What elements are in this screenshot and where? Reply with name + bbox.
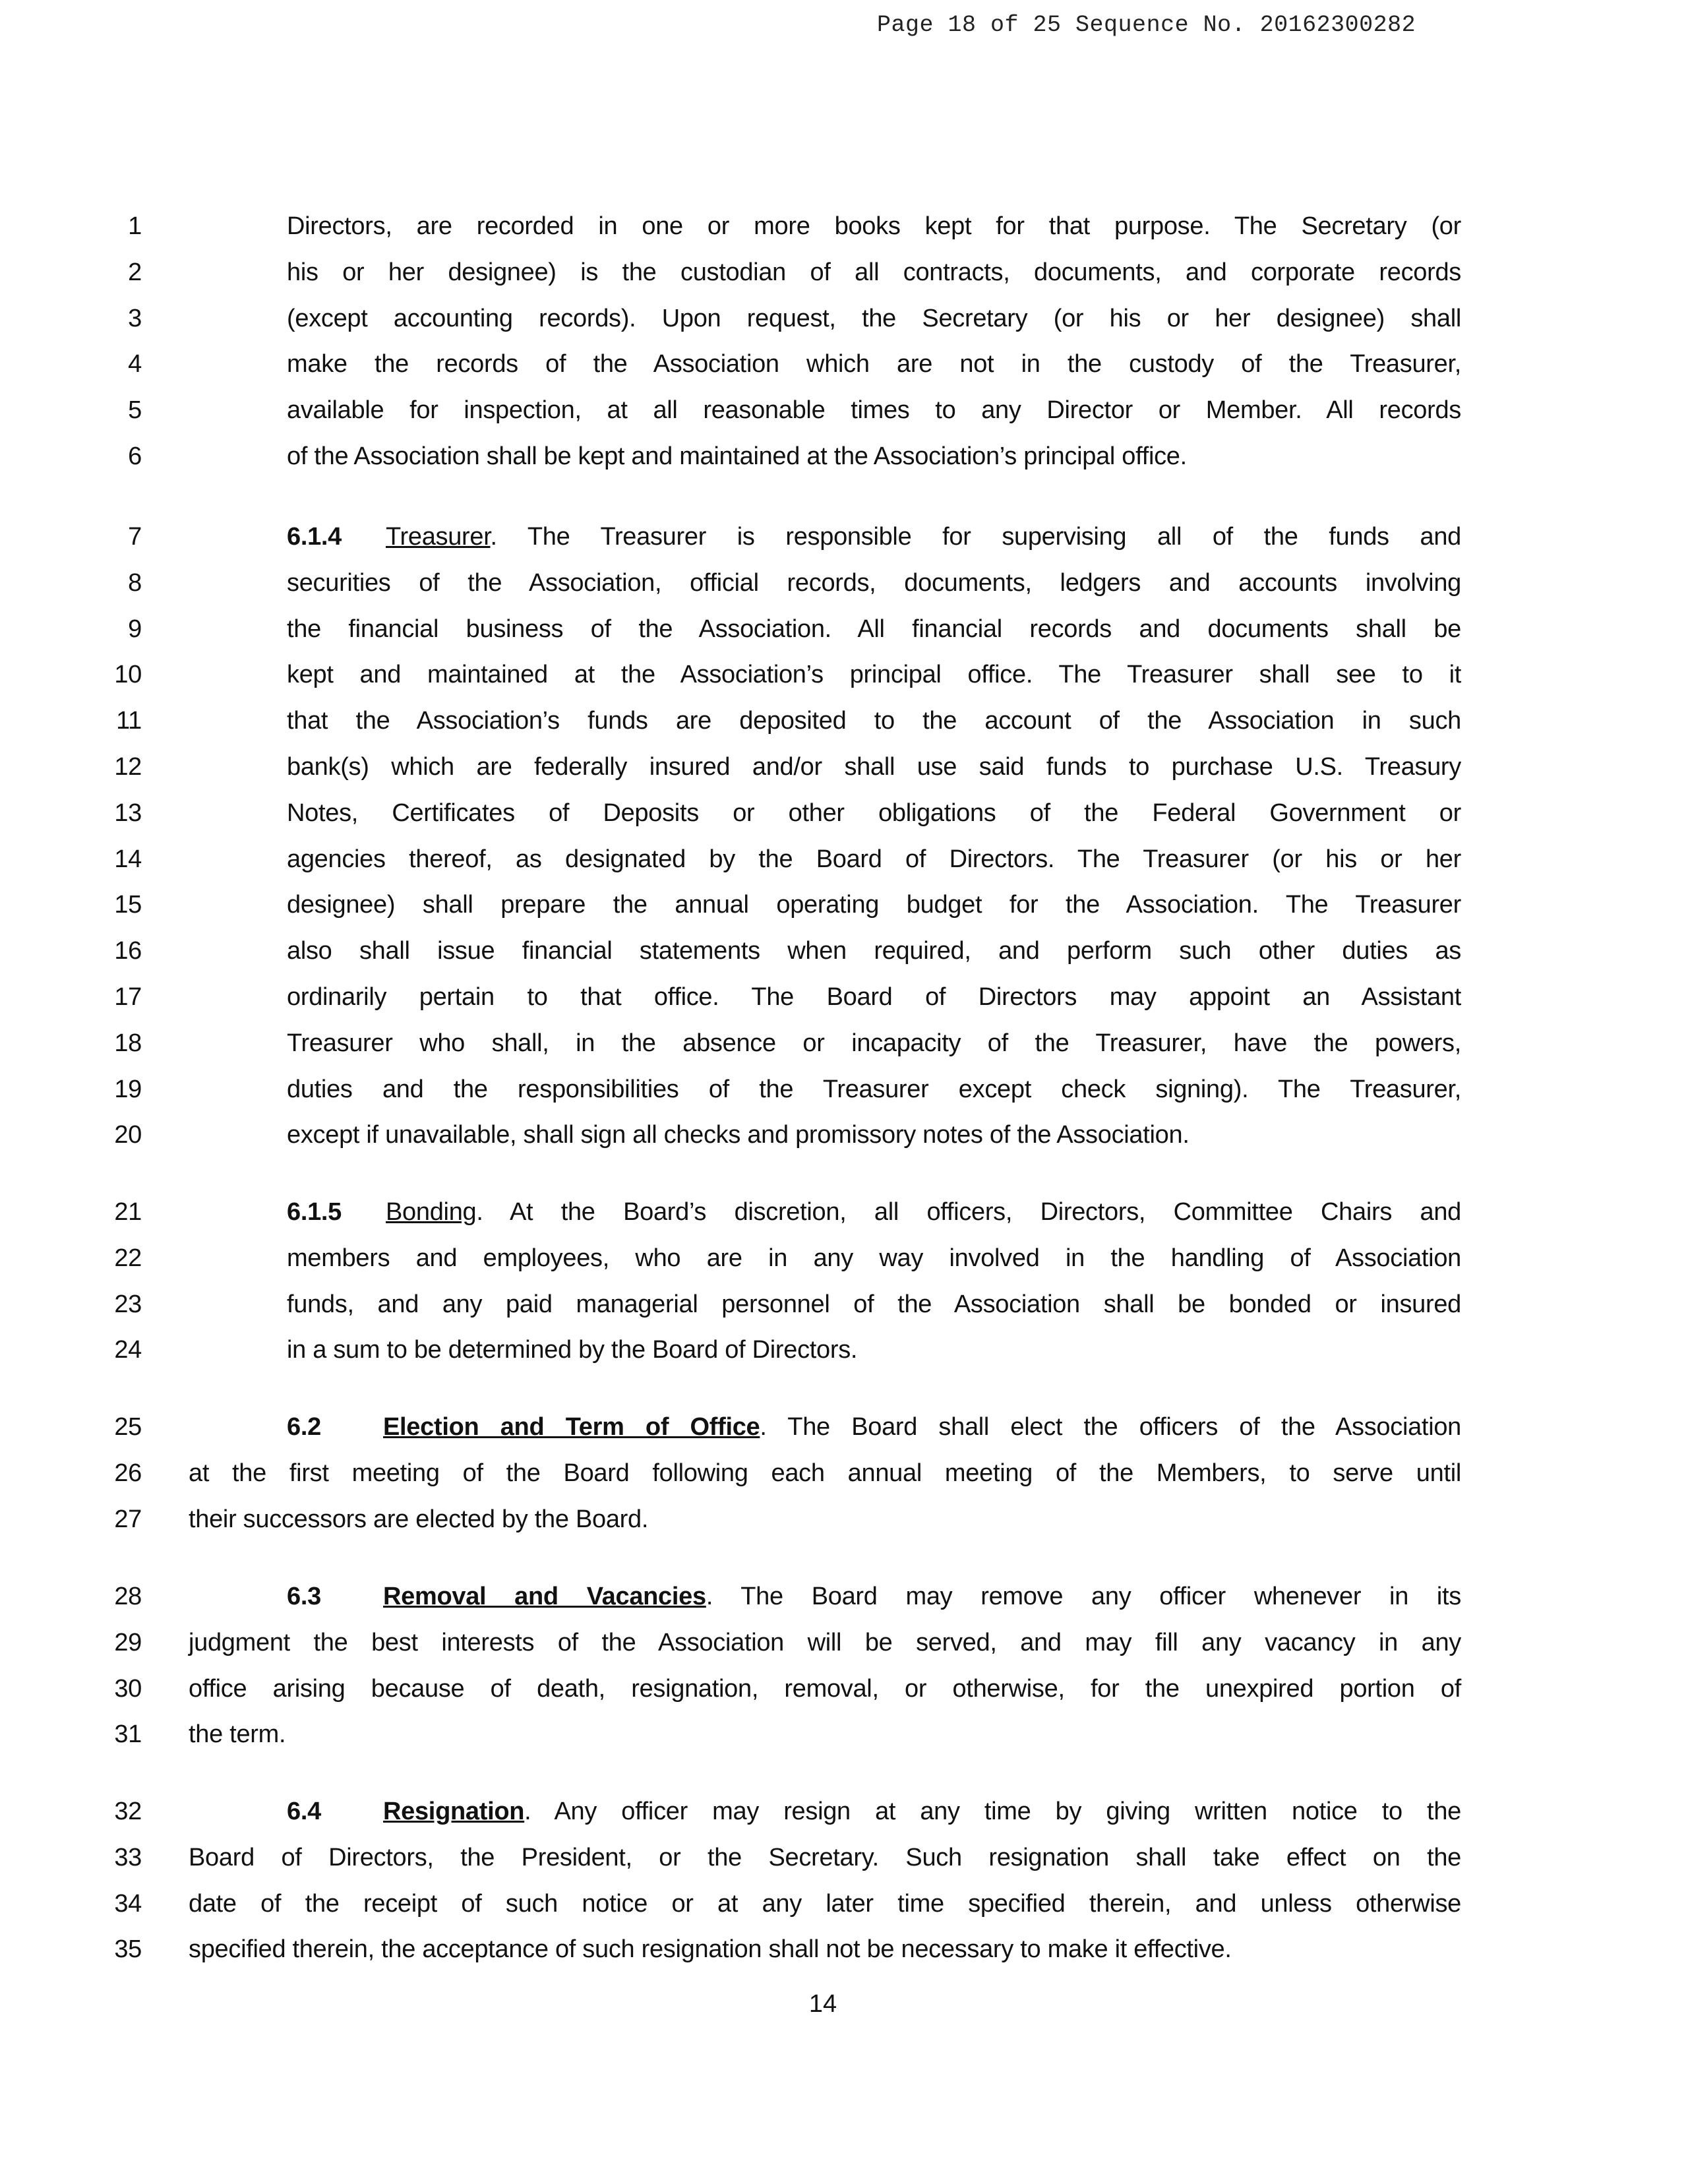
line-text — [287, 698, 1461, 744]
document-line — [0, 928, 1688, 975]
section-title: Removal and Vacancies — [383, 1583, 706, 1610]
document-line — [0, 342, 1688, 388]
line-number: 35 — [114, 1935, 142, 1964]
line-text — [287, 1067, 1461, 1113]
line-text — [287, 250, 1461, 296]
line-content: the financial business of the Association. All financial records and documents shall be — [287, 615, 1461, 643]
line-content: bank(s) which are federally insured and/or shall use said funds to purchase U.S. Treasury — [287, 752, 1461, 781]
line-text — [287, 514, 1461, 561]
document-line — [0, 1405, 1688, 1451]
paragraph — [0, 1405, 1688, 1542]
document-line — [0, 1451, 1688, 1497]
line-text — [287, 204, 1461, 250]
line-content: that the Association’s funds are deposited to the account of the Association in such — [287, 707, 1461, 735]
document-line — [0, 975, 1688, 1021]
line-number: 25 — [114, 1413, 142, 1441]
line-content: Notes, Certificates of Deposits or other obligations of the Federal Government or — [287, 799, 1461, 827]
line-content: date of the receipt of such notice or at any later time specified therein, and unless otherwise — [189, 1889, 1461, 1918]
line-text — [287, 1327, 1461, 1374]
line-content: funds, and any paid managerial personnel of the Association shall be bonded or insured — [287, 1290, 1461, 1318]
line-content: (except accounting records). Upon request, the Secretary (or his or her designee) shall — [287, 304, 1461, 332]
line-number: 7 — [128, 523, 142, 551]
document-line — [0, 1927, 1688, 1973]
line-content: judgment the best interests of the Association will be served, and may fill any vacancy in any — [189, 1628, 1461, 1656]
section-number: 6.2 — [287, 1413, 321, 1441]
line-content: in a sum to be determined by the Board of Directors. — [287, 1336, 858, 1364]
section-number: 6.1.4 — [287, 523, 342, 551]
line-content: available for inspection, at all reasonable times to any Director or Member. All records — [287, 396, 1461, 425]
line-number: 26 — [114, 1459, 142, 1487]
line-text — [287, 975, 1461, 1021]
line-content: securities of the Association, official records, documents, ledgers and accounts involving — [287, 568, 1461, 597]
line-number: 12 — [114, 752, 142, 781]
line-number: 24 — [114, 1336, 142, 1364]
line-content: . The Board shall elect the officers of the Association — [760, 1413, 1461, 1441]
line-text — [189, 1881, 1461, 1927]
line-content: duties and the responsibilities of the Treasurer except check signing). The Treasurer, — [287, 1075, 1461, 1103]
line-text — [287, 1236, 1461, 1282]
document-line — [0, 1327, 1688, 1374]
line-content: make the records of the Association which are not in the custody of the Treasurer, — [287, 350, 1461, 379]
section-title: Resignation — [383, 1798, 525, 1825]
line-text — [189, 1927, 1461, 1973]
line-number: 2 — [128, 258, 142, 286]
line-number: 34 — [114, 1889, 142, 1918]
line-number: 21 — [114, 1198, 142, 1226]
document-line — [0, 1712, 1688, 1758]
line-content: also shall issue financial statements when required, and perform such other duties as — [287, 937, 1461, 965]
line-text — [287, 296, 1461, 342]
document-line — [0, 1236, 1688, 1282]
document-line — [0, 514, 1688, 561]
line-text — [287, 1789, 1461, 1835]
section-title: Treasurer — [386, 523, 491, 551]
paragraph — [0, 1574, 1688, 1758]
line-text — [287, 882, 1461, 928]
line-number: 16 — [114, 937, 142, 965]
line-content: office arising because of death, resignation, removal, or otherwise, for the unexpired portion of — [189, 1674, 1461, 1703]
line-content: . The Board may remove any officer whenever in its — [706, 1583, 1461, 1610]
line-text — [287, 607, 1461, 653]
document-line — [0, 388, 1688, 434]
document-line — [0, 1666, 1688, 1713]
line-text — [287, 1021, 1461, 1067]
line-text — [287, 434, 1461, 480]
document-line — [0, 250, 1688, 296]
line-content: Treasurer who shall, in the absence or incapacity of the Treasurer, have the powers, — [287, 1029, 1461, 1057]
line-number: 9 — [128, 615, 142, 643]
document-line — [0, 561, 1688, 607]
section-title: Bonding — [386, 1198, 477, 1226]
line-text — [287, 388, 1461, 434]
line-number: 3 — [128, 304, 142, 332]
line-number: 6 — [128, 442, 142, 470]
paragraph — [0, 1190, 1688, 1374]
line-number: 5 — [128, 396, 142, 425]
document-line — [0, 204, 1688, 250]
line-number: 4 — [128, 350, 142, 379]
document-line — [0, 744, 1688, 791]
line-content: Board of Directors, the President, or the Secretary. Such resignation shall take effect on the — [189, 1843, 1461, 1871]
line-content: members and employees, who are in any way involved in the handling of Association — [287, 1244, 1461, 1272]
page-number: 14 — [808, 1990, 837, 2018]
line-text — [287, 652, 1461, 698]
document-line — [0, 791, 1688, 837]
line-content: of the Association shall be kept and maintained at the Association’s principal office. — [287, 442, 1187, 470]
line-text — [287, 744, 1461, 791]
line-content: except if unavailable, shall sign all checks and promissory notes of the Association. — [287, 1121, 1190, 1149]
line-number: 30 — [114, 1674, 142, 1703]
document-line — [0, 882, 1688, 928]
line-content: their successors are elected by the Board. — [189, 1505, 649, 1533]
line-number: 8 — [128, 568, 142, 597]
line-content: at the first meeting of the Board following each annual meeting of the Members, to serve until — [189, 1459, 1461, 1487]
line-content: kept and maintained at the Association’s principal office. The Treasurer shall see to it — [287, 661, 1461, 689]
line-text — [287, 1574, 1461, 1620]
line-number: 10 — [114, 661, 142, 689]
line-number: 22 — [114, 1244, 142, 1272]
section-number: 6.3 — [287, 1583, 321, 1610]
document-line — [0, 1574, 1688, 1620]
document-line — [0, 1067, 1688, 1113]
line-number: 32 — [114, 1798, 142, 1825]
line-text — [189, 1666, 1461, 1713]
document-line — [0, 434, 1688, 480]
line-text — [287, 1282, 1461, 1328]
page-header-sequence: Page 18 of 25 Sequence No. 20162300282 — [877, 12, 1416, 38]
line-text — [189, 1712, 1461, 1758]
line-text — [189, 1451, 1461, 1497]
line-number: 1 — [128, 212, 142, 240]
paragraph — [0, 514, 1688, 1159]
line-number: 23 — [114, 1290, 142, 1318]
line-text — [287, 837, 1461, 883]
paragraph — [0, 1789, 1688, 1973]
document-line — [0, 1190, 1688, 1236]
line-text — [189, 1620, 1461, 1666]
line-content: agencies thereof, as designated by the Board of Directors. The Treasurer (or his or her — [287, 845, 1461, 873]
line-content: specified therein, the acceptance of such resignation shall not be necessary to make it effective. — [189, 1935, 1232, 1964]
line-content: . The Treasurer is responsible for supervising all of the funds and — [490, 523, 1461, 551]
line-number: 11 — [116, 707, 142, 735]
line-content: . Any officer may resign at any time by giving written notice to the — [524, 1798, 1461, 1825]
line-content: ordinarily pertain to that office. The Board of Directors may appoint an Assistant — [287, 983, 1461, 1011]
line-text — [189, 1497, 1461, 1543]
line-content: Directors, are recorded in one or more books kept for that purpose. The Secretary (or — [287, 212, 1461, 240]
document-line — [0, 1835, 1688, 1881]
document-line — [0, 607, 1688, 653]
line-number: 29 — [114, 1628, 142, 1656]
line-number: 20 — [114, 1121, 142, 1149]
line-number: 27 — [114, 1505, 142, 1533]
line-text — [287, 1112, 1461, 1159]
line-number: 17 — [114, 983, 142, 1011]
document-line — [0, 837, 1688, 883]
line-content: . At the Board’s discretion, all officers, Directors, Committee Chairs and — [476, 1198, 1461, 1226]
line-number: 18 — [114, 1029, 142, 1057]
section-number: 6.1.5 — [287, 1198, 342, 1226]
document-line — [0, 698, 1688, 744]
section-title: Election and Term of Office — [383, 1413, 760, 1441]
document-line — [0, 1620, 1688, 1666]
line-text — [287, 791, 1461, 837]
line-number: 15 — [114, 891, 142, 919]
line-number: 13 — [114, 799, 142, 827]
line-text — [189, 1835, 1461, 1881]
line-text — [287, 1190, 1461, 1236]
line-text — [287, 928, 1461, 975]
line-text — [287, 561, 1461, 607]
document-line — [0, 1789, 1688, 1835]
line-content: his or her designee) is the custodian of all contracts, documents, and corporate records — [287, 258, 1461, 286]
line-number: 19 — [114, 1075, 142, 1103]
line-number: 31 — [114, 1720, 142, 1749]
line-number: 14 — [114, 845, 142, 873]
document-line — [0, 1497, 1688, 1543]
section-number: 6.4 — [287, 1798, 321, 1825]
document-line — [0, 1881, 1688, 1927]
document-line — [0, 652, 1688, 698]
document-line — [0, 296, 1688, 342]
line-content: designee) shall prepare the annual operating budget for the Association. The Treasurer — [287, 891, 1461, 919]
line-number: 28 — [114, 1583, 142, 1610]
document-line — [0, 1021, 1688, 1067]
document-line — [0, 1282, 1688, 1328]
line-number: 33 — [114, 1843, 142, 1871]
line-content: the term. — [189, 1720, 286, 1749]
paragraph — [0, 204, 1688, 480]
line-text — [287, 1405, 1461, 1451]
line-text — [287, 342, 1461, 388]
document-line — [0, 1112, 1688, 1159]
